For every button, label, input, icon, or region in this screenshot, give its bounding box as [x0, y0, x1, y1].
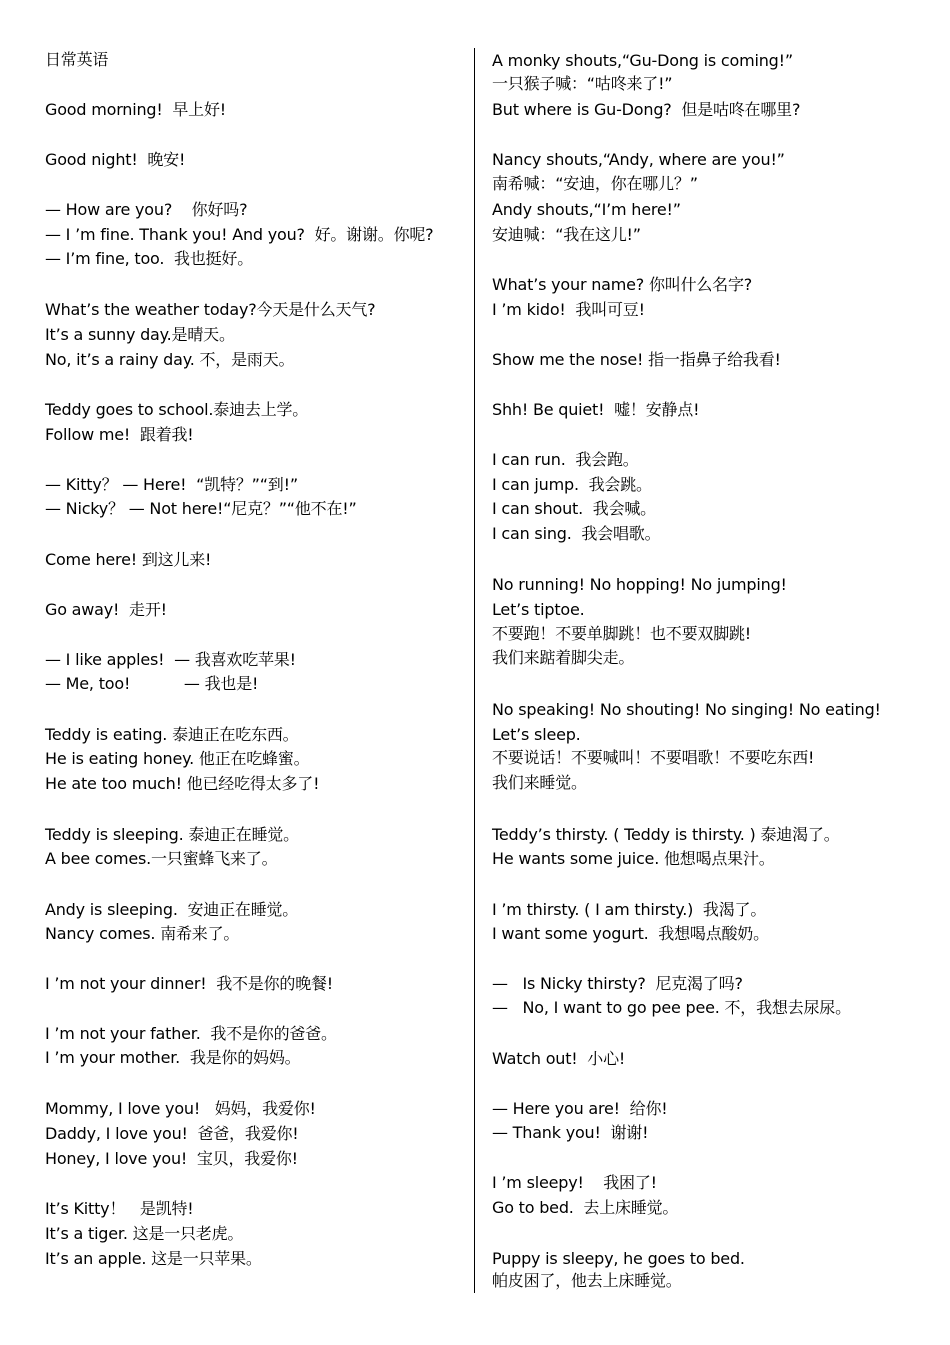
text-line: I ’m your mother. 我是你的妈妈。 [45, 1048, 301, 1067]
text-line: It’s a sunny day.是晴天。 [45, 325, 235, 344]
text-line: 一只猴子喊：“咕咚来了!” [492, 74, 673, 93]
text-line: I ’m not your dinner! 我不是你的晚餐! [45, 974, 334, 993]
text-line: — Is Nicky thirsty? 尼克渴了吗? [492, 974, 743, 993]
text-line: — How are you? 你好吗? [45, 200, 248, 219]
column-divider [474, 48, 475, 1293]
text-line: Show me the nose! 指一指鼻子给我看! [492, 350, 781, 369]
text-line: A monky shouts,“Gu-Dong is coming!” [492, 51, 793, 70]
text-line: — Nicky？ — Not here!“尼克？”“他不在!” [45, 499, 357, 518]
text-line: 不要说话！不要喊叫！不要唱歌！不要吃东西! [492, 748, 815, 767]
text-line: Nancy shouts,“Andy, where are you!” [492, 150, 785, 169]
text-line: Andy is sleeping. 安迪正在睡觉。 [45, 900, 299, 919]
text-line: 我们来踮着脚尖走。 [492, 648, 635, 667]
text-line: Good night! 晚安! [45, 150, 186, 169]
text-line: I ’m kido! 我叫可豆! [492, 300, 645, 319]
text-line: — Me, too! — 我也是! [45, 674, 259, 693]
text-line: It’s Kitty！ 是凯特! [45, 1199, 194, 1218]
text-line: — Kitty？ — Here! “凯特？”“到!” [45, 475, 298, 494]
text-line: A bee comes.一只蜜蜂飞来了。 [45, 849, 278, 868]
text-line: Let’s sleep. [492, 725, 581, 744]
page-title: 日常英语 [45, 50, 109, 69]
text-line: Nancy comes. 南希来了。 [45, 924, 240, 943]
text-line: Honey, I love you! 宝贝，我爱你! [45, 1149, 298, 1168]
text-line: I ’m not your father. 我不是你的爸爸。 [45, 1024, 337, 1043]
text-line: — I ’m fine. Thank you! And you? 好。谢谢。你呢? [45, 225, 434, 244]
text-line: No running! No hopping! No jumping! [492, 575, 787, 594]
text-line: Teddy goes to school.泰迪去上学。 [45, 400, 309, 419]
text-line: What’s your name? 你叫什么名字? [492, 275, 753, 294]
text-line: 南希喊：“安迪，你在哪儿？” [492, 174, 698, 193]
text-line: — I’m fine, too. 我也挺好。 [45, 249, 254, 268]
text-line: Daddy, I love you! 爸爸，我爱你! [45, 1124, 299, 1143]
text-line: It’s a tiger. 这是一只老虎。 [45, 1224, 244, 1243]
text-line: Good morning! 早上好! [45, 100, 226, 119]
text-line: Watch out! 小心! [492, 1049, 626, 1068]
text-line: Andy shouts,“I’m here!” [492, 200, 681, 219]
text-line: No, it’s a rainy day. 不，是雨天。 [45, 350, 295, 369]
text-line: I can jump. 我会跳。 [492, 475, 652, 494]
text-line: I can sing. 我会唱歌。 [492, 524, 661, 543]
text-line: — Here you are! 给你! [492, 1099, 668, 1118]
text-line: Follow me! 跟着我! [45, 425, 194, 444]
text-line: Come here! 到这儿来! [45, 550, 212, 569]
text-line: Mommy, I love you! 妈妈，我爱你! [45, 1099, 316, 1118]
text-line: — Thank you! 谢谢! [492, 1123, 649, 1142]
text-line: He is eating honey. 他正在吃蜂蜜。 [45, 749, 310, 768]
text-line: Let’s tiptoe. [492, 600, 585, 619]
text-line: I can shout. 我会喊。 [492, 499, 656, 518]
text-line: I want some yogurt. 我想喝点酸奶。 [492, 924, 769, 943]
text-line: Go away! 走开! [45, 600, 167, 619]
text-line: I ’m thirsty. ( I am thirsty.) 我渴了。 [492, 900, 767, 919]
text-line: 我们来睡觉。 [492, 773, 587, 792]
text-line: Shh! Be quiet! 嘘！安静点! [492, 400, 700, 419]
text-line: I ’m sleepy! 我困了! [492, 1173, 657, 1192]
text-line: But where is Gu-Dong? 但是咕咚在哪里? [492, 100, 801, 119]
text-line: He wants some juice. 他想喝点果汁。 [492, 849, 775, 868]
text-line: — I like apples! — 我喜欢吃苹果! [45, 650, 296, 669]
text-line: No speaking! No shouting! No singing! No eating! [492, 700, 881, 719]
text-line: Teddy is eating. 泰迪正在吃东西。 [45, 725, 299, 744]
text-line: Teddy’s thirsty. ( Teddy is thirsty. ) 泰迪渴了。 [492, 825, 840, 844]
text-line: Teddy is sleeping. 泰迪正在睡觉。 [45, 825, 299, 844]
text-line: What’s the weather today?今天是什么天气? [45, 300, 376, 319]
text-line: — No, I want to go pee pee. 不，我想去尿尿。 [492, 998, 851, 1017]
text-line: I can run. 我会跑。 [492, 450, 639, 469]
text-line: Go to bed. 去上床睡觉。 [492, 1198, 679, 1217]
text-line: He ate too much! 他已经吃得太多了! [45, 774, 320, 793]
text-line: It’s an apple. 这是一只苹果。 [45, 1249, 262, 1268]
text-line: 不要跑！不要单脚跳！也不要双脚跳! [492, 624, 752, 643]
text-line: 帕皮困了，他去上床睡觉。 [492, 1271, 682, 1290]
text-line: Puppy is sleepy, he goes to bed. [492, 1249, 745, 1268]
text-line: 安迪喊：“我在这儿!” [492, 225, 641, 244]
